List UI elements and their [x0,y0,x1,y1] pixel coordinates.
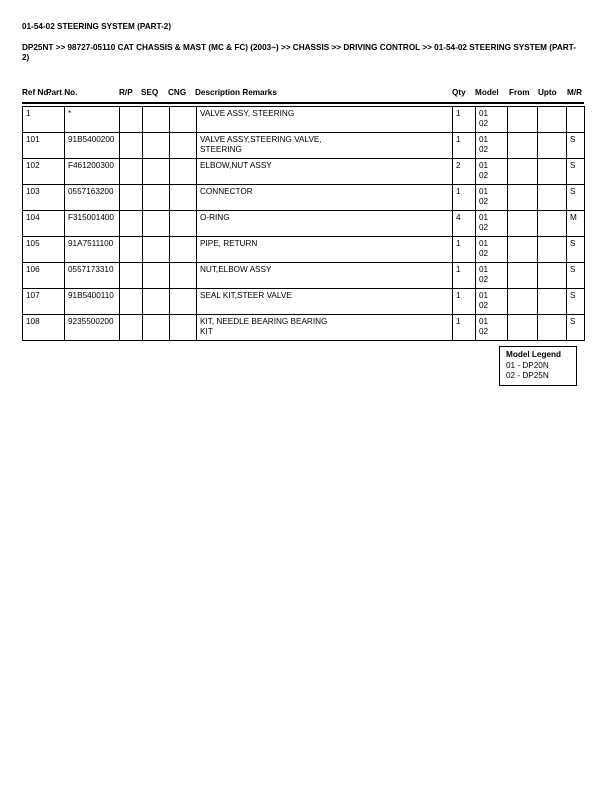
cell-upto [538,237,567,263]
breadcrumb: DP25NT >> 98727-05110 CAT CHASSIS & MAST (MC & FC) (2003~) >> CHASSIS >> DRIVING CONTROL >> 01-54-02 STEERING SYSTEM (PART-2) [22,43,576,62]
cell-seq [143,133,170,159]
cell-model: 01 02 [476,237,508,263]
cell-cng [170,133,197,159]
cell-seq [143,211,170,237]
table-header [22,88,584,100]
cell-model: 01 02 [476,159,508,185]
cell-desc: VALVE ASSY, STEERING [197,107,453,133]
cell-model: 01 02 [476,263,508,289]
cell-ref: 101 [23,133,65,159]
cell-part: 91A7511100 [65,237,120,263]
cell-desc: VALVE ASSY,STEERING VALVE, STEERING [197,133,453,159]
cell-mr: S [567,185,585,211]
cell-desc: CONNECTOR [197,185,453,211]
col-seq-header: SEQ [141,88,159,97]
cell-ref: 102 [23,159,65,185]
table-row [23,263,585,289]
cell-rp [120,211,143,237]
cell-qty: 1 [453,289,476,315]
cell-part: 91B5400200 [65,133,120,159]
cell-rp [120,185,143,211]
col-qty-header: Qty [452,88,466,97]
cell-seq [143,159,170,185]
cell-model: 01 02 [476,315,508,341]
cell-part: 0557163200 [65,185,120,211]
legend-item: 02 - DP25N [506,371,549,380]
cell-rp [120,159,143,185]
cell-ref: 106 [23,263,65,289]
cell-model: 01 02 [476,289,508,315]
cell-part: 0557173310 [65,263,120,289]
cell-model: 01 02 [476,107,508,133]
cell-cng [170,237,197,263]
cell-cng [170,211,197,237]
col-mr-header: M/R [567,88,583,97]
cell-upto [538,133,567,159]
cell-seq [143,263,170,289]
cell-from [508,237,538,263]
cell-ref: 105 [23,237,65,263]
parts-table [22,106,585,341]
cell-upto [538,159,567,185]
cell-qty: 1 [453,263,476,289]
cell-cng [170,107,197,133]
cell-model: 01 02 [476,133,508,159]
cell-rp [120,237,143,263]
table-row [23,107,585,133]
cell-cng [170,289,197,315]
table-row [23,315,585,341]
cell-upto [538,107,567,133]
cell-seq [143,289,170,315]
cell-mr: S [567,237,585,263]
cell-desc: PIPE, RETURN [197,237,453,263]
header-divider [22,102,584,104]
cell-mr [567,107,585,133]
cell-rp [120,289,143,315]
cell-part: 9235500200 [65,315,120,341]
cell-from [508,289,538,315]
col-from-header: From [509,88,530,97]
page-title: 01-54-02 STEERING SYSTEM (PART-2) [22,22,172,31]
cell-from [508,211,538,237]
cell-ref: 107 [23,289,65,315]
model-legend [499,346,577,386]
cell-ref: 1 [23,107,65,133]
cell-from [508,107,538,133]
cell-desc: KIT, NEEDLE BEARING BEARING KIT [197,315,453,341]
cell-mr: M [567,211,585,237]
cell-model: 01 02 [476,185,508,211]
cell-upto [538,315,567,341]
cell-upto [538,211,567,237]
cell-desc: O-RING [197,211,453,237]
cell-cng [170,315,197,341]
col-ref-header: Ref No. [22,88,51,97]
cell-upto [538,263,567,289]
cell-qty: 1 [453,107,476,133]
cell-rp [120,107,143,133]
col-desc-header: Description Remarks [195,88,277,97]
cell-part: F315001400 [65,211,120,237]
cell-desc: SEAL KIT,STEER VALVE [197,289,453,315]
legend-title: Model Legend [506,350,562,359]
cell-mr: S [567,159,585,185]
cell-from [508,133,538,159]
cell-part: * [65,107,120,133]
cell-mr: S [567,289,585,315]
table-row [23,159,585,185]
cell-qty: 4 [453,211,476,237]
cell-ref: 108 [23,315,65,341]
cell-desc: ELBOW,NUT ASSY [197,159,453,185]
cell-qty: 1 [453,185,476,211]
col-upto-header: Upto [538,88,557,97]
cell-model: 01 02 [476,211,508,237]
cell-rp [120,133,143,159]
cell-from [508,159,538,185]
table-row [23,237,585,263]
cell-from [508,185,538,211]
col-cng-header: CNG [168,88,187,97]
cell-rp [120,315,143,341]
cell-upto [538,185,567,211]
table-row [23,289,585,315]
cell-ref: 103 [23,185,65,211]
cell-upto [538,289,567,315]
cell-desc: NUT,ELBOW ASSY [197,263,453,289]
cell-cng [170,159,197,185]
cell-part: F461200300 [65,159,120,185]
cell-rp [120,263,143,289]
cell-mr: S [567,263,585,289]
table-row [23,211,585,237]
cell-part: 91B5400110 [65,289,120,315]
table-row [23,185,585,211]
cell-qty: 1 [453,237,476,263]
col-rp-header: R/P [119,88,133,97]
cell-qty: 2 [453,159,476,185]
cell-qty: 1 [453,315,476,341]
cell-seq [143,107,170,133]
cell-from [508,263,538,289]
cell-qty: 1 [453,133,476,159]
legend-item: 01 - DP20N [506,360,549,370]
cell-cng [170,263,197,289]
cell-from [508,315,538,341]
col-part-header: Part No. [46,88,78,97]
cell-seq [143,185,170,211]
col-model-header: Model [475,88,499,97]
cell-mr: S [567,315,585,341]
cell-ref: 104 [23,211,65,237]
cell-seq [143,315,170,341]
cell-cng [170,185,197,211]
cell-mr: S [567,133,585,159]
table-row [23,133,585,159]
cell-seq [143,237,170,263]
